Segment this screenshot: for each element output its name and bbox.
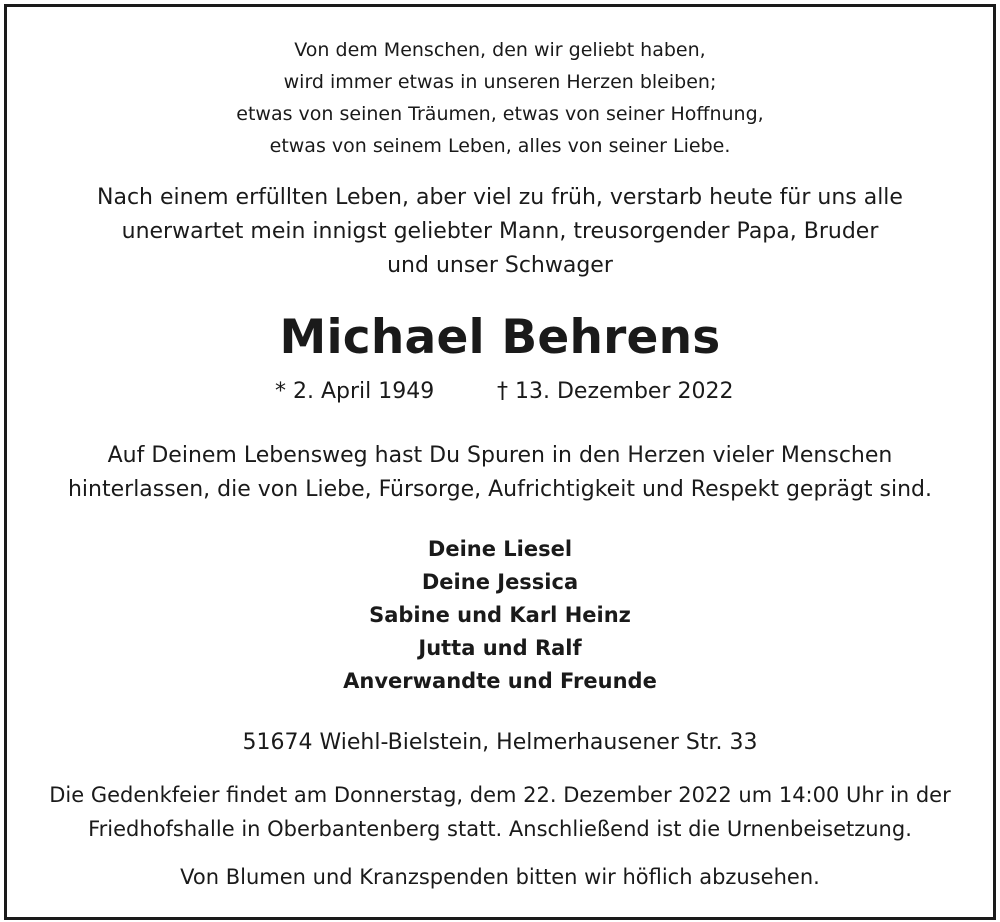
mourner-4: Jutta und Ralf xyxy=(418,636,582,660)
deceased-name: Michael Behrens xyxy=(279,310,721,365)
address: 51674 Wiehl-Bielstein, Helmerhausener Str. 33 xyxy=(242,730,758,755)
obituary-notice xyxy=(4,4,996,920)
death-date: † 13. Dezember 2022 xyxy=(497,379,734,404)
mourner-5: Anverwandte und Freunde xyxy=(343,669,657,693)
ceremony-line-1: Die Gedenkfeier findet am Donnerstag, dem 22. Dezember 2022 um 14:00 Uhr in der xyxy=(49,783,951,807)
intro-line-2: unerwartet mein innigst geliebter Mann, treusorgender Papa, Bruder xyxy=(121,219,879,244)
mourner-1: Deine Liesel xyxy=(427,537,573,561)
mourner-3: Sabine und Karl Heinz xyxy=(369,603,631,627)
poem-line-4: etwas von seinem Leben, alles von seiner Liebe. xyxy=(269,135,731,157)
intro-line-1: Nach einem erfüllten Leben, aber viel zu früh, verstarb heute für uns alle xyxy=(97,185,903,210)
flowers-note: Von Blumen und Kranzspenden bitten wir höflich abzusehen. xyxy=(180,865,820,889)
poem-line-3: etwas von seinen Träumen, etwas von seiner Hoffnung, xyxy=(236,103,764,125)
poem-line-1: Von dem Menschen, den wir geliebt haben, xyxy=(294,39,706,61)
poem-line-2: wird immer etwas in unseren Herzen bleiben; xyxy=(283,71,717,93)
birth-date: * 2. April 1949 xyxy=(275,379,435,404)
ceremony-line-2: Friedhofshalle in Oberbantenberg statt. Anschließend ist die Urnenbeisetzung. xyxy=(88,817,912,841)
mourner-2: Deine Jessica xyxy=(421,570,579,594)
intro-line-3: und unser Schwager xyxy=(387,253,613,278)
tribute-line-1: Auf Deinem Lebensweg hast Du Spuren in den Herzen vieler Menschen xyxy=(107,443,893,468)
life-dates xyxy=(7,379,993,409)
tribute-line-2: hinterlassen, die von Liebe, Fürsorge, Aufrichtigkeit und Respekt geprägt sind. xyxy=(67,477,932,502)
